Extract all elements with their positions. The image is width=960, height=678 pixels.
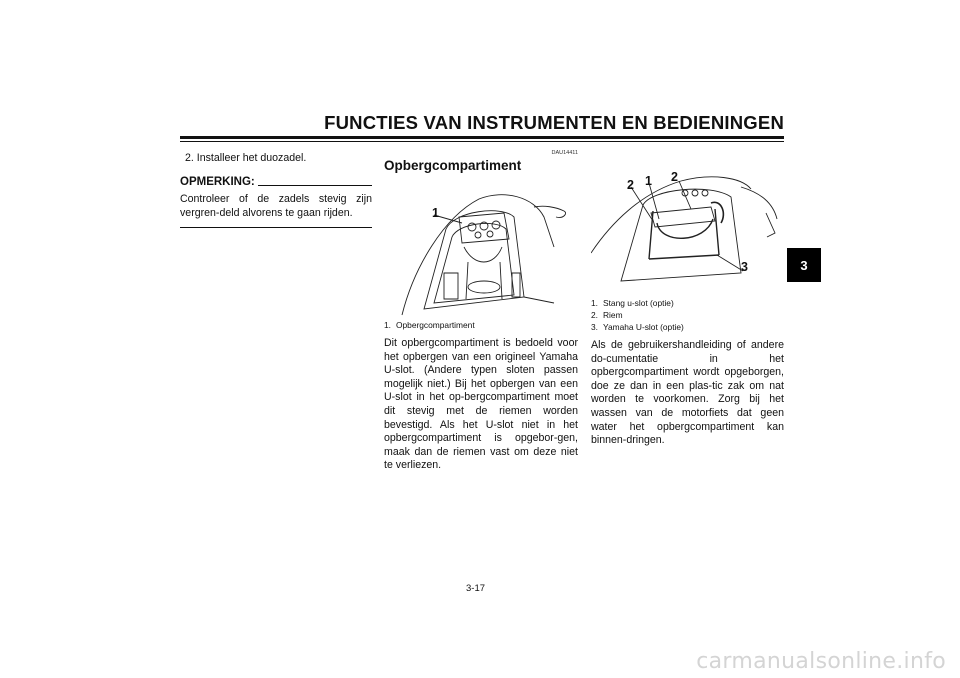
paragraph-documents: Als de gebruikershandleiding of andere do-cumentatie in het opbergcompartiment wordt opgeborgen, doe ze dan in een plas-tic zak om nat worden te voorkomen. Zorg bij het wassen van de motorfiets dat geen water het opbergcompartiment kan binnen-dringen. <box>591 339 784 447</box>
chapter-tab: 3 <box>787 248 821 282</box>
right-column <box>591 150 784 448</box>
callout-3: 3 <box>741 260 748 274</box>
watermark: carmanualsonline.info <box>696 649 946 674</box>
callout-1: 1 <box>432 206 439 220</box>
storage-compartment-illustration <box>384 177 578 317</box>
figure-storage-compartment <box>384 177 578 317</box>
callout-1: 1 <box>645 174 652 188</box>
u-lock-illustration <box>591 163 785 295</box>
callout-2-right: 2 <box>671 170 678 184</box>
figure-caption <box>384 319 578 331</box>
page-number: 3-17 <box>466 583 486 594</box>
note-heading-rule <box>258 185 372 186</box>
page-title: FUNCTIES VAN INSTRUMENTEN EN BEDIENINGEN <box>324 112 784 133</box>
caption-item: 3. Yamaha U-slot (optie) <box>591 322 684 332</box>
title-rule-thin <box>180 141 784 142</box>
middle-column <box>384 150 578 473</box>
callout-2-left: 2 <box>627 178 634 192</box>
section-title: Opbergcompartiment <box>384 158 522 173</box>
left-column <box>180 152 372 228</box>
caption-item: 1. Stang u-slot (optie) <box>591 298 674 308</box>
figure-caption <box>591 297 784 333</box>
note-title: OPMERKING: <box>180 175 255 188</box>
title-rule <box>180 136 784 139</box>
figure-u-lock <box>591 163 785 295</box>
note-heading <box>180 176 372 190</box>
install-step: 2. Installeer het duozadel. <box>185 152 307 164</box>
section-code: DAU14411 <box>551 150 578 156</box>
caption-item: 2. Riem <box>591 310 623 320</box>
note-text: Controleer of de zadels stevig zijn vergren-deld alvorens te gaan rijden. <box>180 193 372 228</box>
paragraph-storage-use: Dit opbergcompartiment is bedoeld voor het opbergen van een origineel Yamaha U-slot. (Andere typen sloten passen mogelijk niet.) Bij het opbergen van een U-slot in het op-bergcompartiment moet dit stevig met de riemen worden bevestigd. Als het U-slot niet in het opbergcompartiment is opgebor-gen, maak dan de riemen vast om deze niet te verliezen. <box>384 337 578 472</box>
caption-item: 1. Opbergcompartiment <box>384 320 475 330</box>
